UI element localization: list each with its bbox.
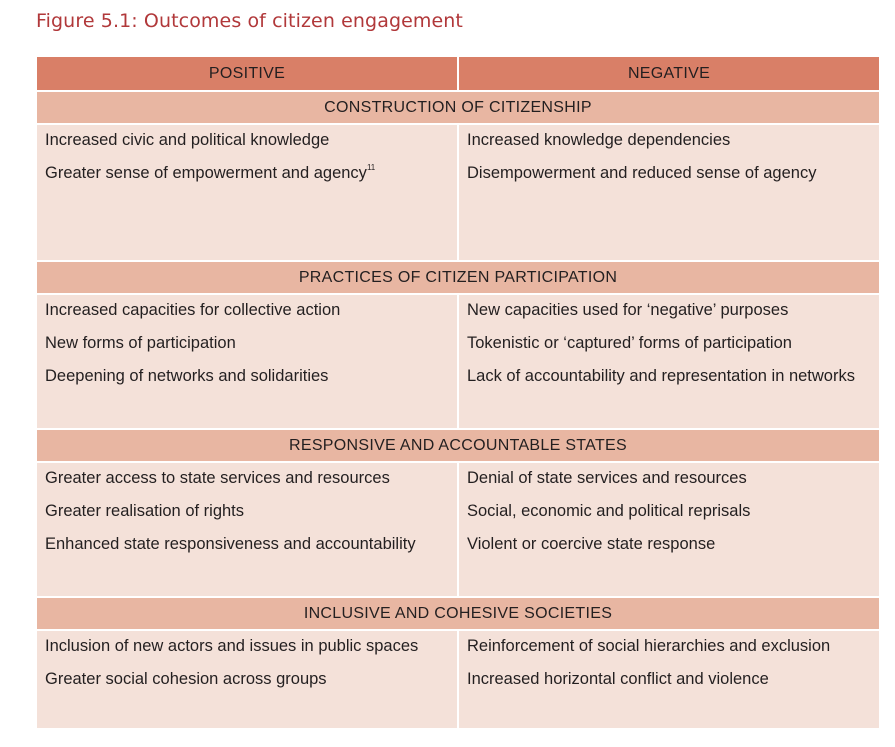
section-header: INCLUSIVE AND COHESIVE SOCIETIES <box>37 598 879 629</box>
section-body <box>37 125 879 260</box>
negative-outcome: Reinforcement of social hierarchies and exclusion <box>467 637 831 655</box>
figure-title: Figure 5.1: Outcomes of citizen engagement <box>36 10 463 32</box>
outcomes-table <box>37 57 879 730</box>
negative-outcome: Increased horizontal conflict and violence <box>467 670 769 688</box>
positive-outcome: Greater realisation of rights <box>45 502 245 520</box>
negative-outcome: Denial of state services and resources <box>467 469 747 487</box>
positive-outcome: Enhanced state responsiveness and accountability <box>45 535 416 553</box>
section-construction-of-citizenship <box>37 92 879 260</box>
section-body <box>37 631 879 728</box>
positive-outcome: Inclusion of new actors and issues in public spaces <box>45 637 419 655</box>
positive-outcome: Greater sense of empowerment and agency$^{11}$ <box>45 163 376 182</box>
positive-column <box>37 631 457 728</box>
section-body <box>37 295 879 428</box>
section-responsive-and-accountable-states <box>37 430 879 596</box>
footnote-reference: 11 <box>366 163 376 172</box>
negative-outcome: Tokenistic or ‘captured’ forms of participation <box>467 334 792 352</box>
positive-outcome: Greater access to state services and resources <box>45 469 390 487</box>
negative-outcome: Increased knowledge dependencies <box>467 131 731 149</box>
section-header: CONSTRUCTION OF CITIZENSHIP <box>37 92 879 123</box>
negative-column <box>457 463 879 596</box>
table-header-row <box>37 57 879 90</box>
negative-outcome: Social, economic and political reprisals <box>467 502 751 520</box>
positive-column <box>37 463 457 596</box>
negative-column-header: NEGATIVE <box>457 57 879 90</box>
negative-column <box>457 125 879 260</box>
positive-outcome: Greater social cohesion across groups <box>45 670 327 688</box>
positive-column-header: POSITIVE <box>208 64 286 82</box>
section-inclusive-and-cohesive-societies <box>37 598 879 728</box>
positive-column <box>37 295 457 428</box>
negative-outcome: Violent or coercive state response <box>467 535 716 553</box>
section-body <box>37 463 879 596</box>
positive-column <box>37 125 457 260</box>
negative-column <box>457 631 879 728</box>
positive-outcome: Deepening of networks and solidarities <box>45 367 329 385</box>
negative-column <box>457 295 879 428</box>
positive-outcome: Increased capacities for collective action <box>45 301 341 319</box>
section-header: RESPONSIVE AND ACCOUNTABLE STATES <box>37 430 879 461</box>
negative-outcome: Disempowerment and reduced sense of agency <box>467 164 817 182</box>
negative-outcome: Lack of accountability and representation in networks <box>467 367 855 385</box>
positive-outcome: New forms of participation <box>45 334 236 352</box>
positive-outcome: Increased civic and political knowledge <box>45 131 330 149</box>
section-practices-of-citizen-participation <box>37 262 879 428</box>
negative-outcome: New capacities used for ‘negative’ purposes <box>467 301 789 319</box>
section-header: PRACTICES OF CITIZEN PARTICIPATION <box>37 262 879 293</box>
